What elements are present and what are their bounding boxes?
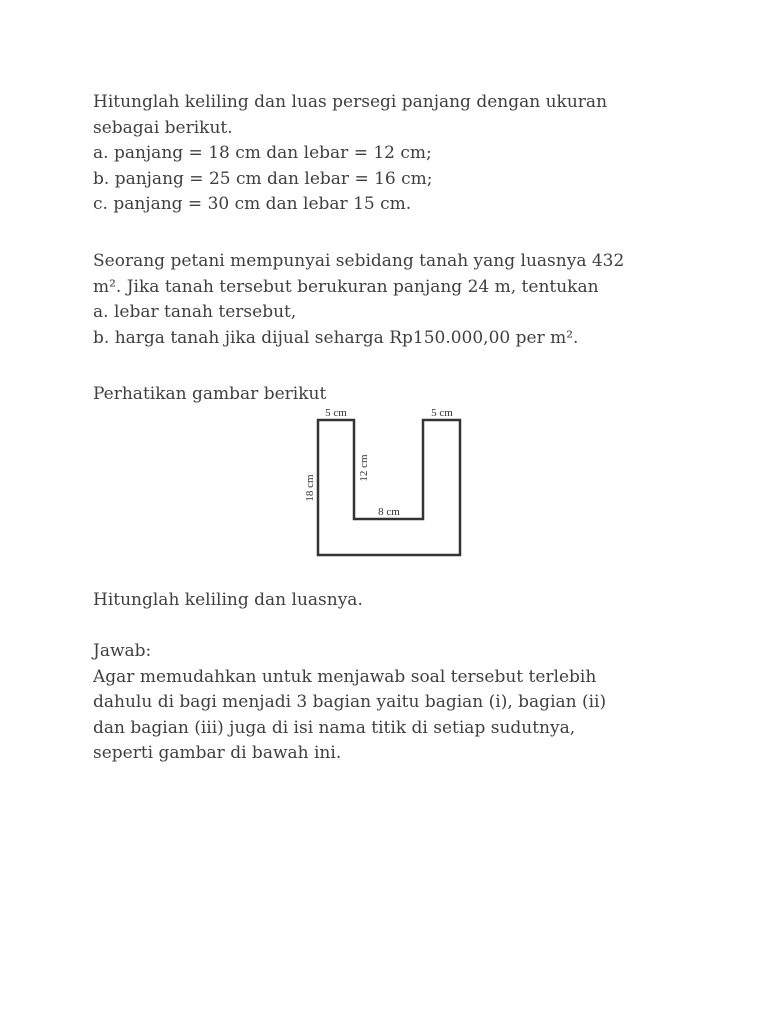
problem-1-item-a: a. panjang = 18 cm dan lebar = 12 cm; [93, 143, 432, 163]
problem-1-item-c: c. panjang = 30 cm dan lebar 15 cm. [93, 194, 412, 214]
problem-2-line-2: m². Jika tanah tersebut berukuran panjang 24 m, tentukan [93, 276, 599, 297]
label-top-left: 5 cm [325, 407, 347, 419]
answer-line-3: dan bagian (iii) juga di isi nama titik di setiap sudutnya, [93, 717, 576, 738]
answer-heading: Jawab: [93, 641, 152, 661]
label-left-height: 18 cm [304, 474, 316, 502]
label-top-right: 5 cm [431, 407, 453, 419]
problem-1 [93, 90, 674, 218]
label-inner-height: 12 cm [358, 454, 370, 482]
problem-1-line-2: sebagai berikut. [93, 117, 233, 138]
problem-2 [93, 249, 674, 351]
problem-3-intro-text: Perhatikan gambar berikut [93, 384, 327, 404]
label-inner-width: 8 cm [378, 506, 400, 518]
answer-section [93, 639, 674, 767]
problem-3-question-text: Hitunglah keliling dan luasnya. [93, 590, 363, 610]
problem-2-item-b: b. harga tanah jika dijual seharga Rp150.000,00 per m². [93, 327, 579, 348]
problem-1-line-1: Hitunglah keliling dan luas persegi panjang dengan ukuran [93, 92, 608, 112]
answer-line-4: seperti gambar di bawah ini. [93, 743, 342, 763]
problem-2-item-a: a. lebar tanah tersebut, [93, 302, 297, 322]
answer-line-1: Agar memudahkan untuk menjawab soal tersebut terlebih [93, 666, 597, 687]
answer-line-2: dahulu di bagi menjadi 3 bagian yaitu bagian (i), bagian (ii) [93, 692, 607, 712]
u-shape-outline [318, 420, 460, 555]
u-shape-diagram [296, 402, 476, 562]
problem-3-question [93, 588, 674, 614]
problem-2-line-1: Seorang petani mempunyai sebidang tanah yang luasnya 432 [93, 251, 625, 271]
u-shape-figure [296, 402, 476, 562]
problem-1-item-b: b. panjang = 25 cm dan lebar = 16 cm; [93, 168, 433, 189]
